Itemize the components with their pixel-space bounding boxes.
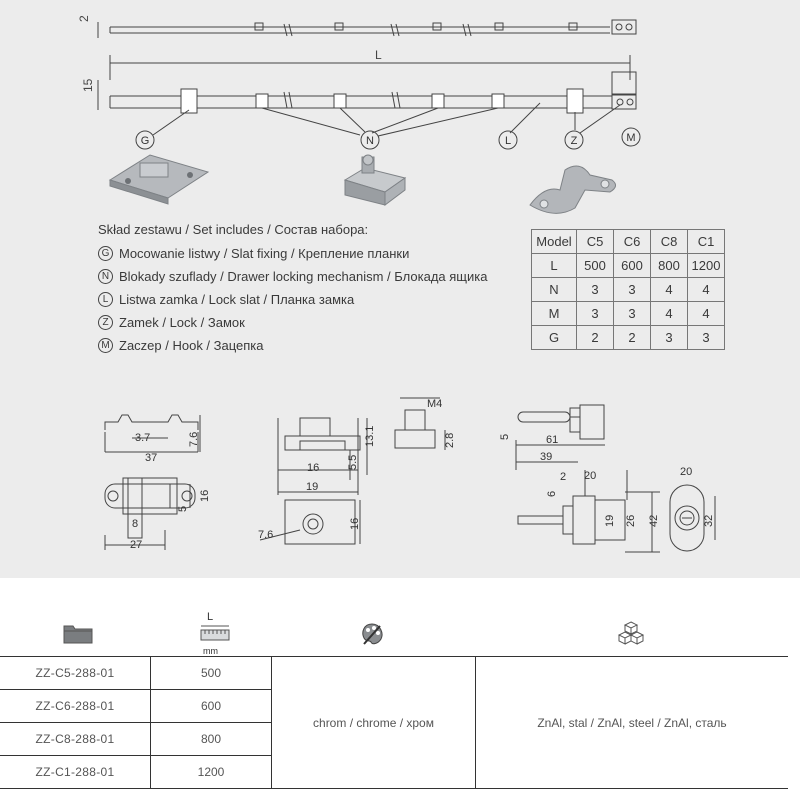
legend-letter: N xyxy=(98,269,113,284)
model-cell: G xyxy=(532,326,577,350)
model-table-row xyxy=(532,254,725,278)
product-material: ZnAl, stal / ZnAl, steel / ZnAl, сталь xyxy=(476,657,789,789)
dim-n-2-8: 2.8 xyxy=(444,432,456,448)
palette-icon xyxy=(360,622,384,646)
product-row xyxy=(0,657,788,690)
model-cell: 3 xyxy=(614,278,651,302)
product-code: ZZ-C5-288-01 xyxy=(0,657,151,690)
product-length: 500 xyxy=(151,657,272,690)
dim-g-5: 5 xyxy=(177,505,189,512)
dim-z-20: 20 xyxy=(584,470,597,482)
legend-text: Mocowanie listwy / Slat fixing / Крепление планки xyxy=(119,246,410,261)
hook-illustration xyxy=(530,166,616,213)
model-table-row xyxy=(532,326,725,350)
legend-item xyxy=(98,334,487,357)
model-cell: 4 xyxy=(688,302,725,326)
dim-g-7-6: 7.6 xyxy=(188,431,200,447)
unit-label: mm xyxy=(203,646,218,656)
product-code: ZZ-C8-288-01 xyxy=(0,723,151,756)
model-cell: C8 xyxy=(651,230,688,254)
model-cell: L xyxy=(532,254,577,278)
model-cell: 2 xyxy=(614,326,651,350)
legend-letter: M xyxy=(98,338,113,353)
model-cell: 4 xyxy=(688,278,725,302)
dim-n-16b: 16 xyxy=(349,517,361,530)
dim-2: 2 xyxy=(77,15,91,22)
model-cell: C5 xyxy=(577,230,614,254)
dim-z-2: 2 xyxy=(560,471,567,483)
model-table-row xyxy=(532,302,725,326)
product-finish: chrom / chrome / хром xyxy=(272,657,476,789)
callout-g: G xyxy=(140,135,150,147)
legend-item xyxy=(98,242,487,265)
dim-l: L xyxy=(375,48,382,62)
dim-g-8: 8 xyxy=(132,518,139,530)
model-cell: 600 xyxy=(614,254,651,278)
legend-item xyxy=(98,265,487,288)
model-cell: Model xyxy=(532,230,577,254)
product-table-header xyxy=(0,610,788,656)
model-cell: 800 xyxy=(651,254,688,278)
model-cell: 2 xyxy=(577,326,614,350)
dim-n-16: 16 xyxy=(307,462,320,474)
folder-icon xyxy=(63,622,93,644)
callout-l: L xyxy=(504,135,512,147)
dim-g-3-7: 3.7 xyxy=(135,432,151,444)
dim-z-20b: 20 xyxy=(680,466,693,478)
dim-g-27: 27 xyxy=(130,539,143,551)
callout-m: M xyxy=(626,132,636,144)
model-cell: 1200 xyxy=(688,254,725,278)
model-table xyxy=(531,229,725,350)
dim-z-26: 26 xyxy=(625,514,637,527)
legend-text: Listwa zamka / Lock slat / Планка замка xyxy=(119,292,355,307)
model-cell: 4 xyxy=(651,302,688,326)
model-cell: 3 xyxy=(614,302,651,326)
model-table-row xyxy=(532,278,725,302)
product-code: ZZ-C6-288-01 xyxy=(0,690,151,723)
legend-letter: G xyxy=(98,246,113,261)
model-table-row xyxy=(532,230,725,254)
dim-n-19: 19 xyxy=(306,481,319,493)
callout-n: N xyxy=(366,135,374,147)
slat-fixing-illustration xyxy=(110,155,208,204)
product-length: 800 xyxy=(151,723,272,756)
dim-n-7-6: 7.6 xyxy=(258,529,274,541)
model-cell: C1 xyxy=(688,230,725,254)
dim-z-19: 19 xyxy=(604,514,616,527)
model-cell: 3 xyxy=(577,278,614,302)
dim-z-6: 6 xyxy=(546,490,558,497)
model-cell: 3 xyxy=(577,302,614,326)
model-cell: M xyxy=(532,302,577,326)
locking-mechanism-illustration xyxy=(345,155,405,205)
callout-z: Z xyxy=(570,135,578,147)
product-code: ZZ-C1-288-01 xyxy=(0,756,151,789)
set-legend xyxy=(98,222,487,357)
model-cell: 500 xyxy=(577,254,614,278)
legend-letter: L xyxy=(98,292,113,307)
legend-text: Zaczep / Hook / Зацепка xyxy=(119,338,264,353)
ruler-length-icon xyxy=(199,624,231,644)
dim-n-m4: M4 xyxy=(427,398,443,410)
length-symbol: L xyxy=(207,611,214,623)
dim-z-32: 32 xyxy=(703,514,715,527)
legend-item xyxy=(98,288,487,311)
dim-z-42: 42 xyxy=(648,514,660,527)
legend-text: Zamek / Lock / Замок xyxy=(119,315,245,330)
dim-z-61: 61 xyxy=(546,434,559,446)
dim-z-39: 39 xyxy=(540,451,553,463)
model-cell: C6 xyxy=(614,230,651,254)
model-cell: 4 xyxy=(651,278,688,302)
dim-n-5-5: 5.5 xyxy=(347,454,359,470)
legend-item xyxy=(98,311,487,334)
model-cell: N xyxy=(532,278,577,302)
dim-g-16: 16 xyxy=(199,489,211,502)
product-length: 1200 xyxy=(151,756,272,789)
legend-letter: Z xyxy=(98,315,113,330)
dim-z-5: 5 xyxy=(499,433,511,440)
legend-text: Blokady szuflady / Drawer locking mechanism / Блокада ящика xyxy=(119,269,488,284)
cubes-icon xyxy=(617,620,645,646)
model-cell: 3 xyxy=(688,326,725,350)
product-table xyxy=(0,657,788,789)
dim-15: 15 xyxy=(81,78,95,92)
legend-title: Skład zestawu / Set includes / Состав набора: xyxy=(98,222,369,237)
model-cell: 3 xyxy=(651,326,688,350)
product-length: 600 xyxy=(151,690,272,723)
dim-g-37: 37 xyxy=(145,452,158,464)
dim-n-13-1: 13.1 xyxy=(364,425,376,447)
